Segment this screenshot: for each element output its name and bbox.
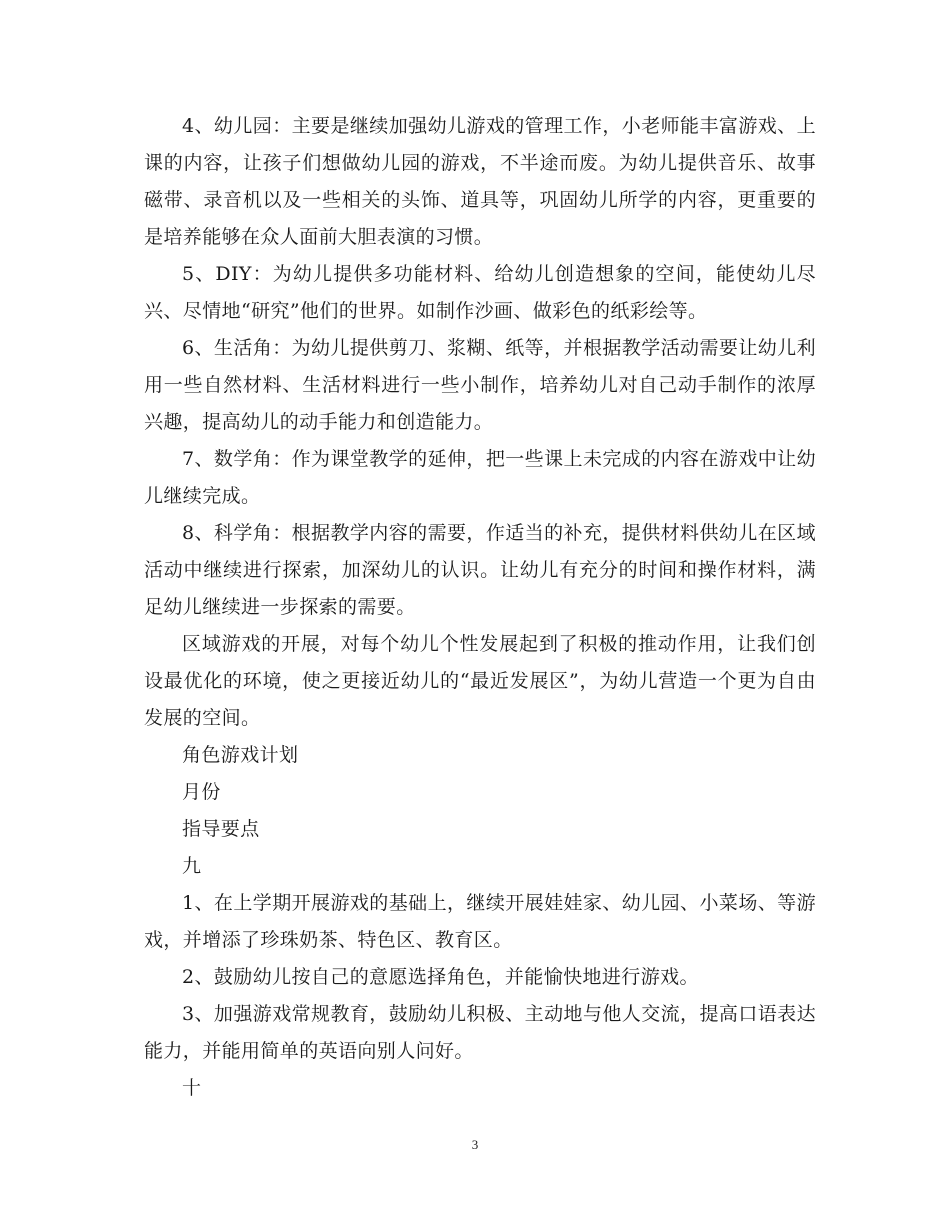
guidance-item-2: 2、鼓励幼儿按自己的意愿选择角色，并能愉快地进行游戏。 — [182, 966, 699, 988]
month-september: 九 — [182, 855, 202, 877]
paragraph-life-corner: 6、生活角：为幼儿提供剪刀、浆糊、纸等，并根据教学活动需要让幼儿利用一些自然材料、生活材料进行一些小制作，培养幼儿对自己动手制作的浓厚兴趣，提高幼儿的动手能力和创造能力。 — [144, 337, 816, 433]
document-body — [144, 108, 816, 1107]
paragraph-kindergarten-area: 4、幼儿园：主要是继续加强幼儿游戏的管理工作，小老师能丰富游戏、上课的内容，让孩子们想做幼儿园的游戏，不半途而废。为幼儿提供音乐、故事磁带、录音机以及一些相关的头饰、道具等，巩固幼儿所学的内容，更重要的是培养能够在众人面前大胆表演的习惯。 — [144, 115, 816, 248]
page-number: 3 — [471, 1137, 479, 1152]
heading-role-play-plan: 角色游戏计划 — [182, 744, 299, 766]
paragraph-math-corner: 7、数学角：作为课堂教学的延伸，把一些课上未完成的内容在游戏中让幼儿继续完成。 — [144, 448, 816, 507]
paragraph-diy-area: 5、DIY：为幼儿提供多功能材料、给幼儿创造想象的空间，能使幼儿尽兴、尽情地“研究”他们的世界。如制作沙画、做彩色的纸彩绘等。 — [144, 263, 816, 322]
guidance-item-3: 3、加强游戏常规教育，鼓励幼儿积极、主动地与他人交流，提高口语表达能力，并能用简单的英语向别人问好。 — [144, 1003, 816, 1062]
paragraph-science-corner: 8、科学角：根据教学内容的需要，作适当的补充，提供材料供幼儿在区域活动中继续进行探索，加深幼儿的认识。让幼儿有充分的时间和操作材料，满足幼儿继续进一步探索的需要。 — [144, 522, 816, 618]
label-month: 月份 — [182, 781, 221, 803]
label-guidance-points: 指导要点 — [182, 818, 260, 840]
guidance-item-1: 1、在上学期开展游戏的基础上，继续开展娃娃家、幼儿园、小菜场、等游戏，并增添了珍珠奶茶、特色区、教育区。 — [144, 892, 816, 951]
month-october: 十 — [182, 1077, 202, 1099]
paragraph-area-game-summary: 区域游戏的开展，对每个幼儿个性发展起到了积极的推动作用，让我们创设最优化的环境，使之更接近幼儿的“最近发展区”，为幼儿营造一个更为自由发展的空间。 — [144, 633, 816, 729]
